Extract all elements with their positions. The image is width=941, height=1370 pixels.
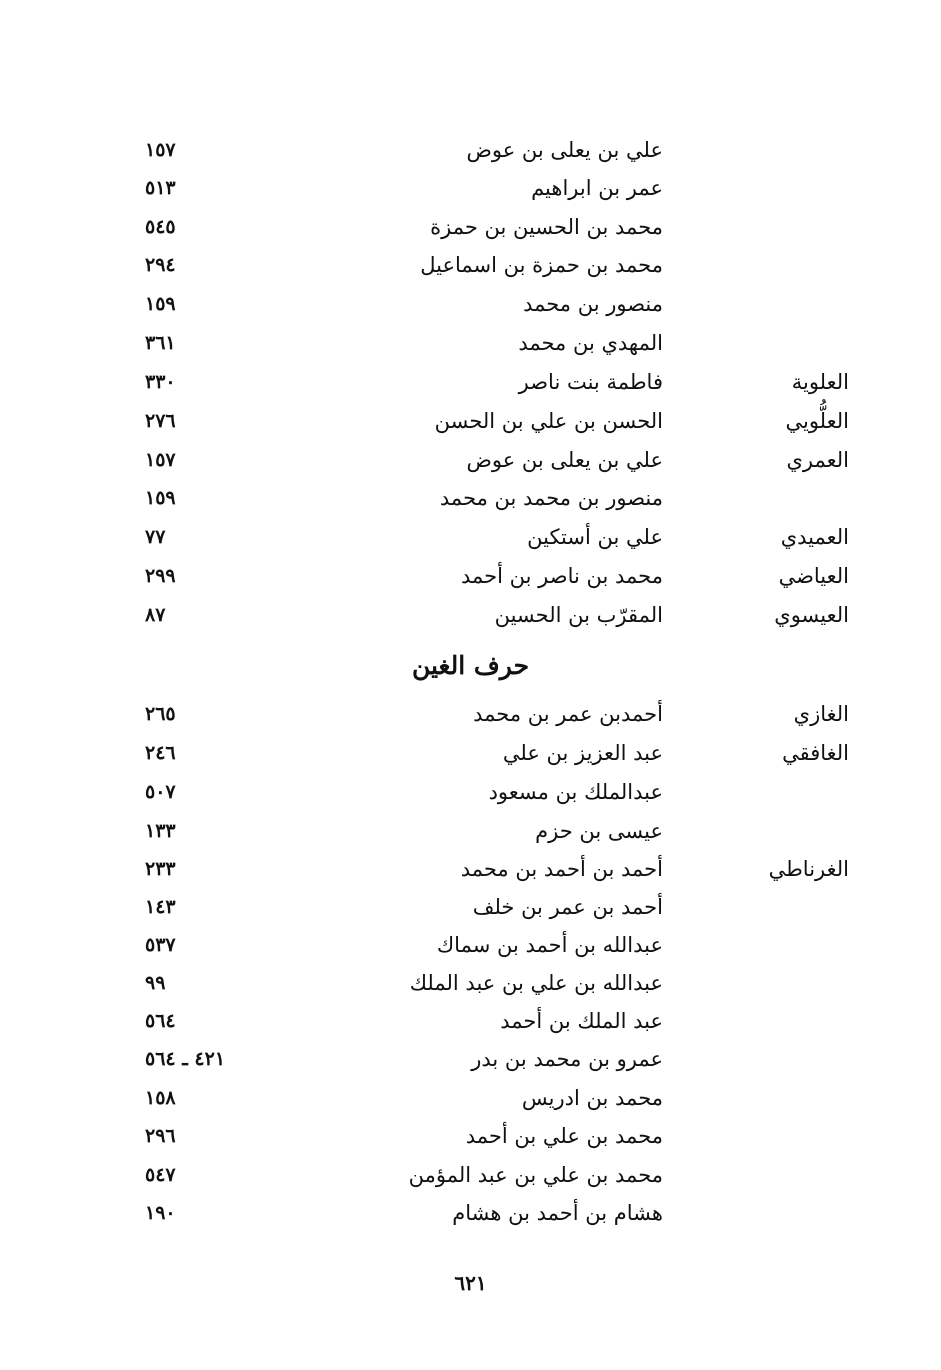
index-entry [0, 890, 941, 924]
entry-name: المهدي بن محمد [518, 331, 663, 355]
entry-page: ٣٣٠ [145, 371, 176, 393]
entry-name: أحمد بن أحمد بن محمد [460, 857, 663, 881]
index-entry [0, 443, 941, 477]
entry-name: علي بن أستكين [527, 525, 663, 549]
entry-nisba: العياضي [778, 564, 849, 588]
entry-nisba: العلوية [791, 370, 849, 394]
entry-page: ٣٦١ [145, 332, 176, 354]
index-entry [0, 928, 941, 962]
entry-page: ٢٩٦ [145, 1125, 176, 1147]
entry-name: علي بن يعلى بن عوض [466, 448, 663, 472]
entry-page: ٨٧ [145, 604, 166, 626]
entry-nisba: العميدي [780, 525, 849, 549]
index-entry [0, 1119, 941, 1153]
entry-name: عمرو بن محمد بن بدر [471, 1047, 663, 1071]
index-entry [0, 697, 941, 731]
index-entry [0, 171, 941, 205]
entry-name: الحسن بن علي بن الحسن [434, 409, 663, 433]
entry-page: ٢٧٦ [145, 410, 176, 432]
entry-page: ٢٩٤ [145, 254, 176, 276]
section-heading: حرف الغين [411, 651, 530, 680]
entry-name: عيسى بن حزم [535, 819, 663, 843]
index-entry [0, 1196, 941, 1230]
index-entry [0, 814, 941, 848]
entry-page: ١٥٨ [145, 1087, 176, 1109]
entry-page: ٢٩٩ [145, 565, 176, 587]
entry-page: ٢٦٥ [145, 703, 176, 725]
entry-name: منصور بن محمد [523, 292, 663, 316]
entry-nisba: الغازي [793, 702, 849, 726]
index-entry [0, 1042, 941, 1076]
entry-name: محمد بن علي بن عبد المؤمن [408, 1163, 663, 1187]
entry-page: ١٥٩ [145, 487, 176, 509]
index-entry [0, 210, 941, 244]
entry-name: محمد بن ناصر بن أحمد [461, 564, 663, 588]
index-entry [0, 481, 941, 515]
index-entry [0, 1081, 941, 1115]
index-entry [0, 1004, 941, 1038]
entry-name: عمر بن ابراهيم [531, 176, 663, 200]
entry-page: ١٥٧ [145, 449, 176, 471]
entry-page: ٥٦٤ [145, 1010, 176, 1032]
index-entry [0, 365, 941, 399]
entry-page: ٥٠٧ [145, 781, 176, 803]
entry-name: عبدالله بن أحمد بن سماك [436, 933, 663, 957]
entry-page: ١٤٣ [145, 896, 176, 918]
entry-name: أحمدبن عمر بن محمد [473, 702, 663, 726]
entry-nisba: الغرناطي [768, 857, 849, 881]
entry-name: فاطمة بنت ناصر [518, 370, 663, 394]
index-entry [0, 775, 941, 809]
index-entry [0, 248, 941, 282]
entry-name: المقرّب بن الحسين [494, 603, 663, 627]
index-entry [0, 404, 941, 438]
index-entry [0, 1158, 941, 1192]
entry-name: عبدالله بن علي بن عبد الملك [409, 971, 663, 995]
entry-name: محمد بن حمزة بن اسماعيل [420, 253, 663, 277]
entry-nisba: العيسوي [774, 603, 849, 627]
entry-page: ٩٩ [145, 972, 166, 994]
entry-page: ٢٣٣ [145, 858, 176, 880]
index-entry [0, 520, 941, 554]
entry-name: محمد بن الحسين بن حمزة [430, 215, 663, 239]
page-number: ٦٢١ [454, 1271, 487, 1295]
entry-name: عبدالملك بن مسعود [488, 780, 663, 804]
index-entry [0, 966, 941, 1000]
entry-name: محمد بن علي بن أحمد [465, 1124, 663, 1148]
entry-page: ٥٤٥ [145, 216, 176, 238]
index-entry [0, 736, 941, 770]
entry-name: هشام بن أحمد بن هشام [452, 1201, 663, 1225]
index-entry [0, 852, 941, 886]
entry-name: محمد بن ادريس [521, 1086, 663, 1110]
entry-page: ٤٢١ ـ ٥٦٤ [145, 1048, 226, 1070]
entry-nisba: العلُّويي [785, 409, 849, 433]
entry-page: ١٥٧ [145, 139, 176, 161]
entry-page: ٥٣٧ [145, 934, 176, 956]
index-entry [0, 326, 941, 360]
entry-page: ٥١٣ [145, 177, 176, 199]
entry-page: ٥٤٧ [145, 1164, 176, 1186]
entry-page: ١٥٩ [145, 293, 176, 315]
entry-page: ١٣٣ [145, 820, 176, 842]
entry-page: ١٩٠ [145, 1202, 176, 1224]
index-entry [0, 287, 941, 321]
entry-name: عبد العزيز بن علي [502, 741, 663, 765]
index-entry [0, 559, 941, 593]
entry-name: عبد الملك بن أحمد [500, 1009, 663, 1033]
entry-name: علي بن يعلى بن عوض [466, 138, 663, 162]
entry-nisba: العمري [786, 448, 849, 472]
entry-page: ٢٤٦ [145, 742, 176, 764]
entry-name: منصور بن محمد بن محمد [439, 486, 663, 510]
entry-name: أحمد بن عمر بن خلف [472, 895, 663, 919]
index-entry [0, 133, 941, 167]
index-entry [0, 598, 941, 632]
entry-nisba: الغافقي [782, 741, 849, 765]
entry-page: ٧٧ [145, 526, 166, 548]
